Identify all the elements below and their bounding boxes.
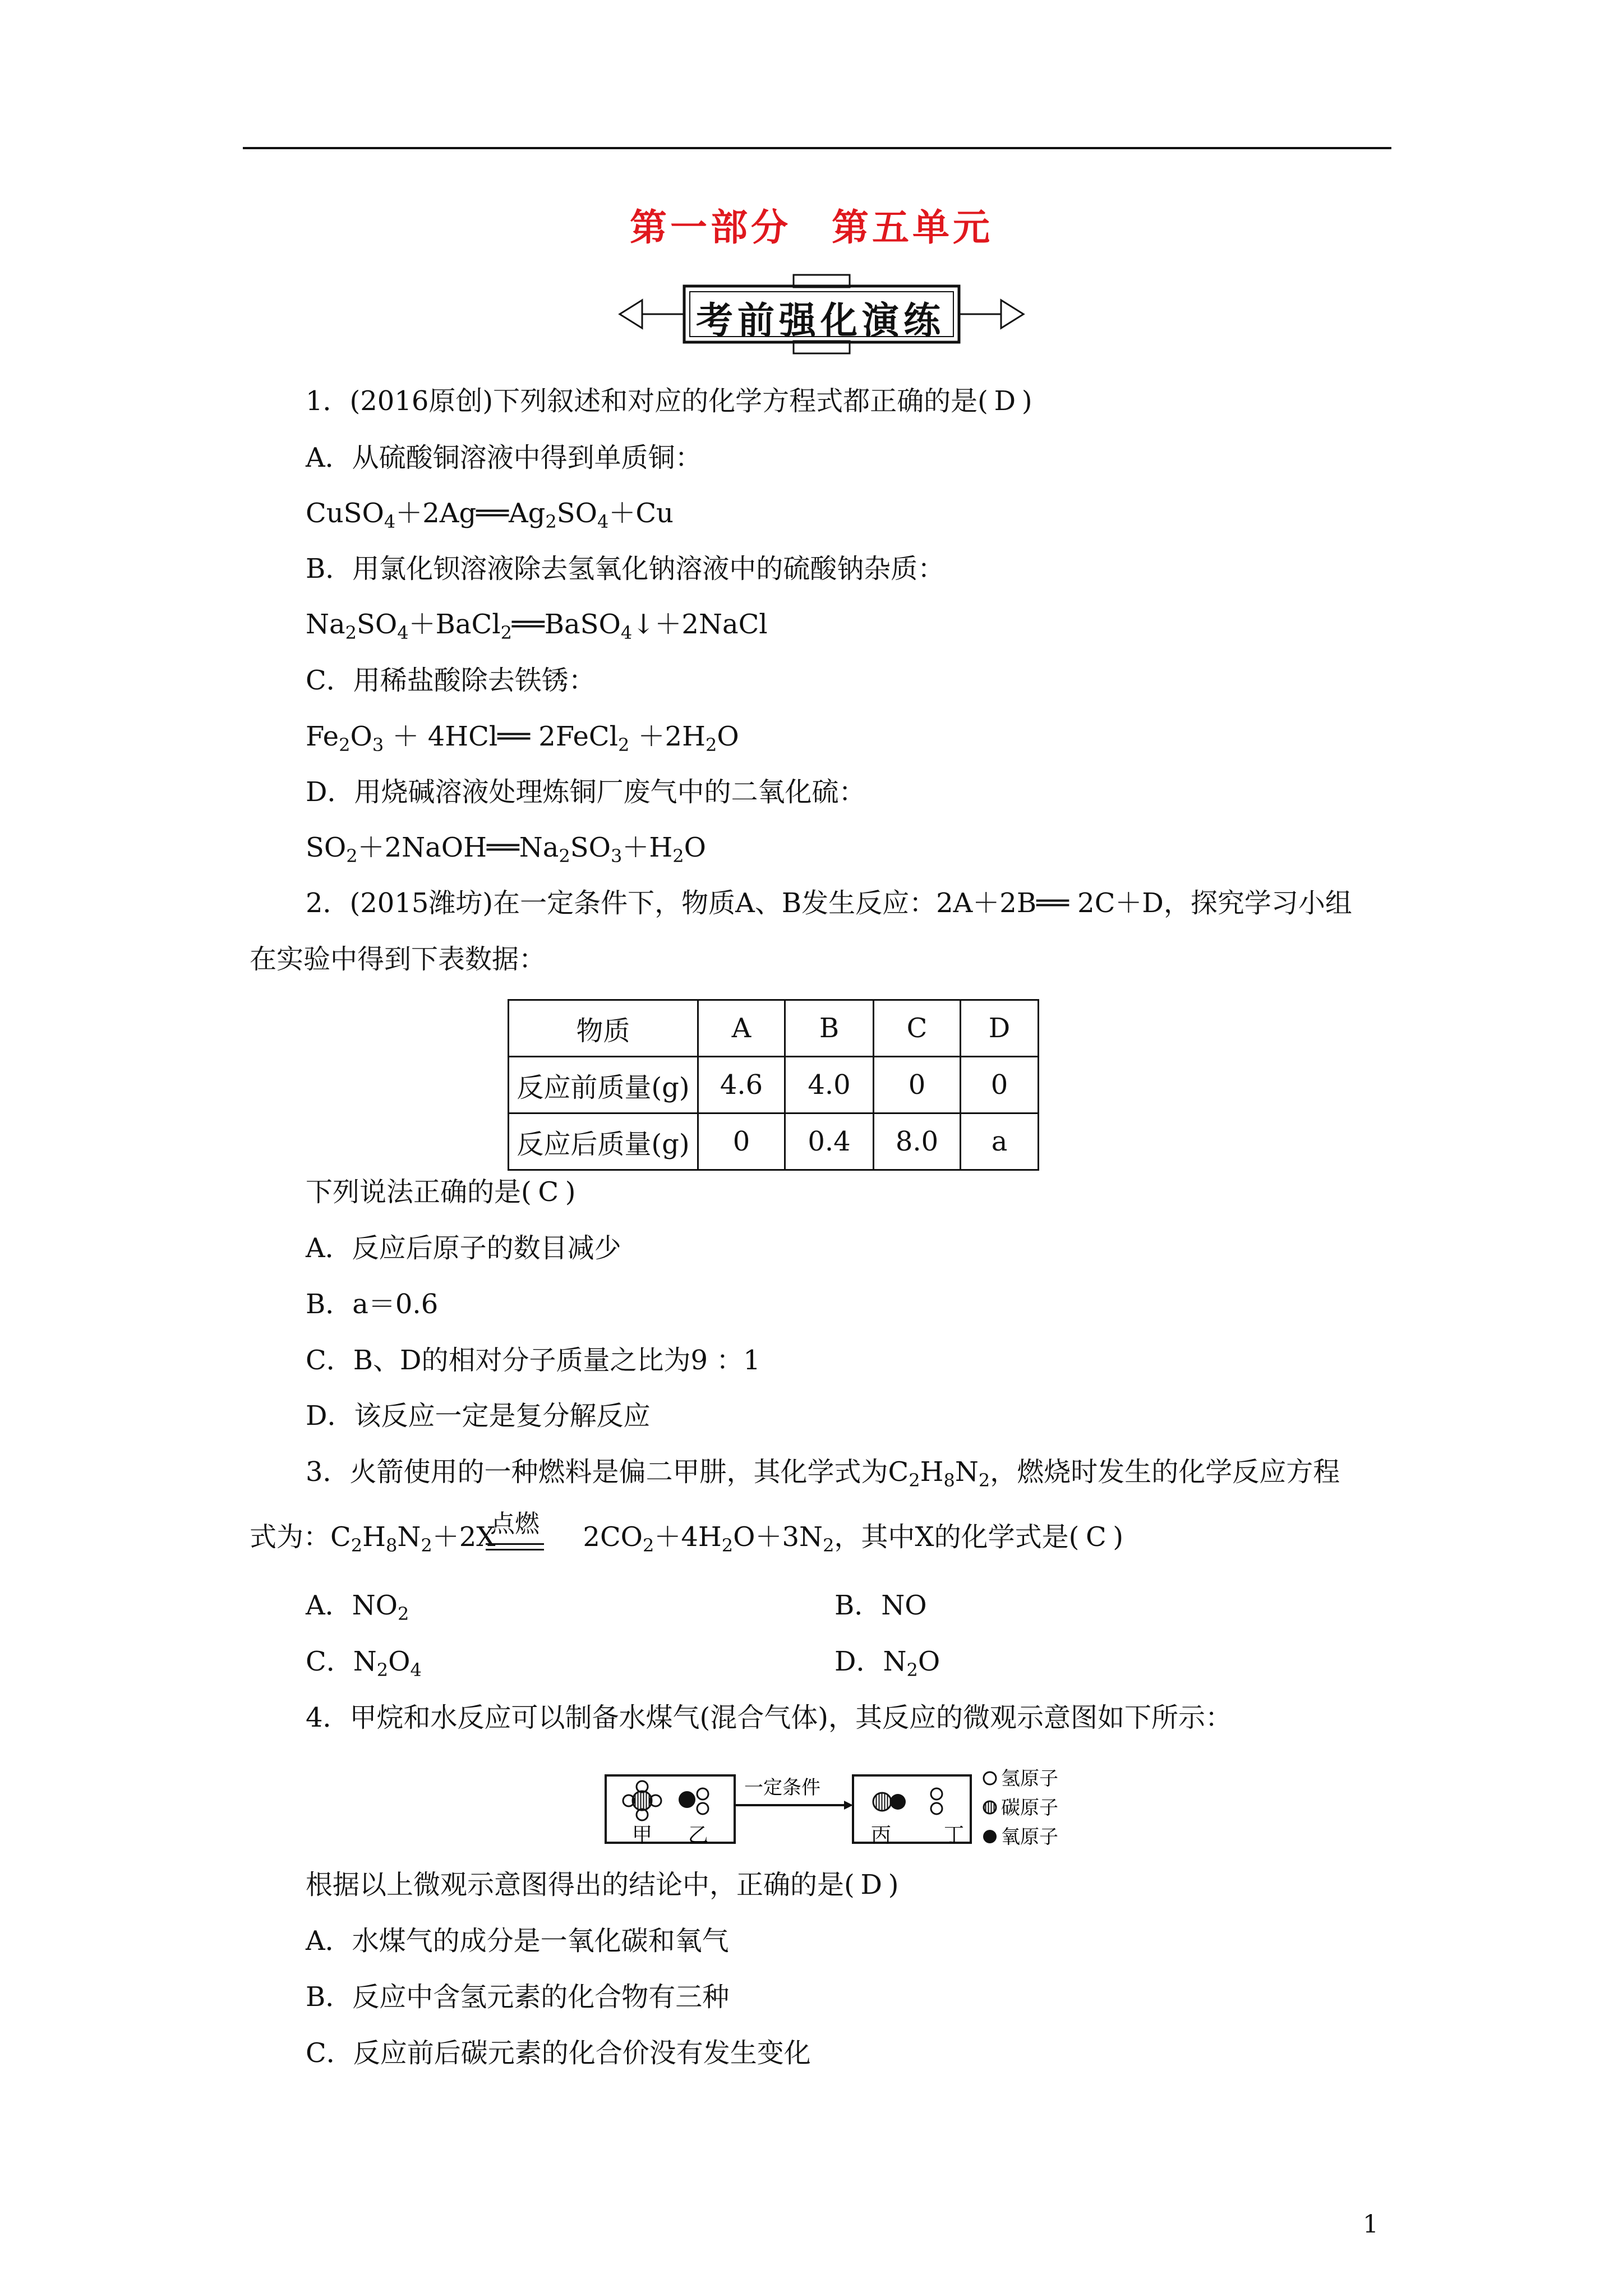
q1-option-a: A．从硫酸铜溶液中得到单质铜：	[306, 442, 702, 473]
q2-option-a: A．反应后原子的数目减少	[306, 1232, 621, 1264]
table-cell: 4.6	[698, 1057, 785, 1114]
page-number: 1	[1363, 2210, 1378, 2239]
q3-option-d: D．$N_2O$	[834, 1646, 940, 1681]
table-cell: B	[785, 1000, 874, 1057]
table-cell: 物质	[509, 1000, 698, 1057]
q3-stem-line2: 式为：$C_2H_8N_2+2X$ $2CO_2+4H_2O+3N_2$，其中X的化学式是( C )	[250, 1521, 1124, 1556]
q1-equation-b: $Na_2SO_4+BaCl_2══BaSO_4↓+2NaCl$	[306, 609, 768, 643]
table-row	[509, 1000, 1039, 1057]
table-cell: 反应前质量(g)	[509, 1057, 698, 1114]
table-row	[509, 1057, 1039, 1114]
table-cell: C	[874, 1000, 961, 1057]
diagram-condition: 一定条件	[744, 1777, 820, 1799]
table-cell: 0.4	[785, 1114, 874, 1170]
q2-option-b: B．a＝0.6	[306, 1289, 439, 1320]
q3-option-a: A．$NO_2$	[306, 1590, 409, 1625]
diagram-label-yi: 乙	[688, 1824, 709, 1847]
table-cell: 4.0	[785, 1057, 874, 1114]
q3-option-b: B．NO	[834, 1590, 927, 1621]
q3-option-c: C．$N_2O_4$	[306, 1646, 422, 1681]
table-cell: a	[961, 1114, 1039, 1170]
q4-answer: D	[860, 1869, 882, 1901]
q3-stem-line1: 3．火箭使用的一种燃料是偏二甲肼，其化学式为$C_2H_8N_2$，燃烧时发生的化学反应方程	[306, 1456, 1340, 1491]
banner-title: 考前强化演练	[696, 299, 945, 342]
legend-carbon: 碳原子	[1001, 1797, 1058, 1819]
q4-question: 根据以上微观示意图得出的结论中，正确的是( D )	[306, 1869, 899, 1901]
q1-equation-c: $Fe_2O_3$ ＋ 4HCl══ 2FeCl$_2$ $+2H_2O$	[306, 721, 739, 756]
table-cell: 8.0	[874, 1114, 961, 1170]
q1-option-d: D．用烧碱溶液处理炼铜厂废气中的二氧化硫：	[306, 776, 866, 808]
q4-reaction-diagram	[603, 1761, 1102, 1854]
diagram-label-ding: 丁	[944, 1824, 965, 1847]
q1-equation-a: $CuSO_4+2Ag══Ag_2SO_4+Cu$	[306, 498, 674, 532]
table-cell: A	[698, 1000, 785, 1057]
table-cell: D	[961, 1000, 1039, 1057]
table-cell: 0	[874, 1057, 961, 1114]
q2-stem-line2: 在实验中得到下表数据：	[250, 944, 546, 975]
table-row	[509, 1114, 1039, 1170]
header-rule	[243, 147, 1391, 149]
q2-option-c: C．B、D的相对分子质量之比为9 ：1	[306, 1345, 760, 1376]
q2-option-d: D．该反应一定是复分解反应	[306, 1400, 651, 1432]
table-cell: 0	[961, 1057, 1039, 1114]
q1-equation-d: $SO_2+2NaOH══Na_2SO_3+H_2O$	[306, 832, 706, 867]
legend-oxygen: 氧原子	[1001, 1826, 1058, 1848]
legend-hydrogen: 氢原子	[1001, 1768, 1058, 1790]
q3-answer: C	[1085, 1521, 1106, 1553]
q4-stem: 4．甲烷和水反应可以制备水煤气(混合气体)，其反应的微观示意图如下所示：	[306, 1702, 1232, 1733]
q1-option-c: C．用稀盐酸除去铁锈：	[306, 665, 596, 696]
diagram-label-bing: 丙	[871, 1824, 892, 1847]
q2-answer: C	[538, 1176, 559, 1208]
table-cell: 反应后质量(g)	[509, 1114, 698, 1170]
q1-stem: 1．(2016原创)下列叙述和对应的化学方程式都正确的是( D )	[306, 385, 1032, 417]
q2-stem-line1: 2．(2015潍坊)在一定条件下，物质A、B发生反应：2A＋2B══ 2C＋D，探究学习小组	[306, 887, 1352, 919]
q2-data-table	[508, 999, 1039, 1171]
q4-option-b: B．反应中含氢元素的化合物有三种	[306, 1981, 730, 2013]
q3-condition-label: 点燃	[490, 1510, 540, 1538]
q2-question: 下列说法正确的是( C )	[306, 1176, 576, 1208]
diagram-label-jia: 甲	[632, 1824, 653, 1847]
q1-option-b: B．用氯化钡溶液除去氢氧化钠溶液中的硫酸钠杂质：	[306, 553, 945, 585]
q4-option-a: A．水煤气的成分是一氧化碳和氧气	[306, 1925, 729, 1957]
page-title: 第一部分 第五单元	[630, 205, 993, 249]
table-cell: 0	[698, 1114, 785, 1170]
q4-option-c: C．反应前后碳元素的化合价没有发生变化	[306, 2037, 811, 2069]
q1-answer: D	[994, 385, 1016, 417]
